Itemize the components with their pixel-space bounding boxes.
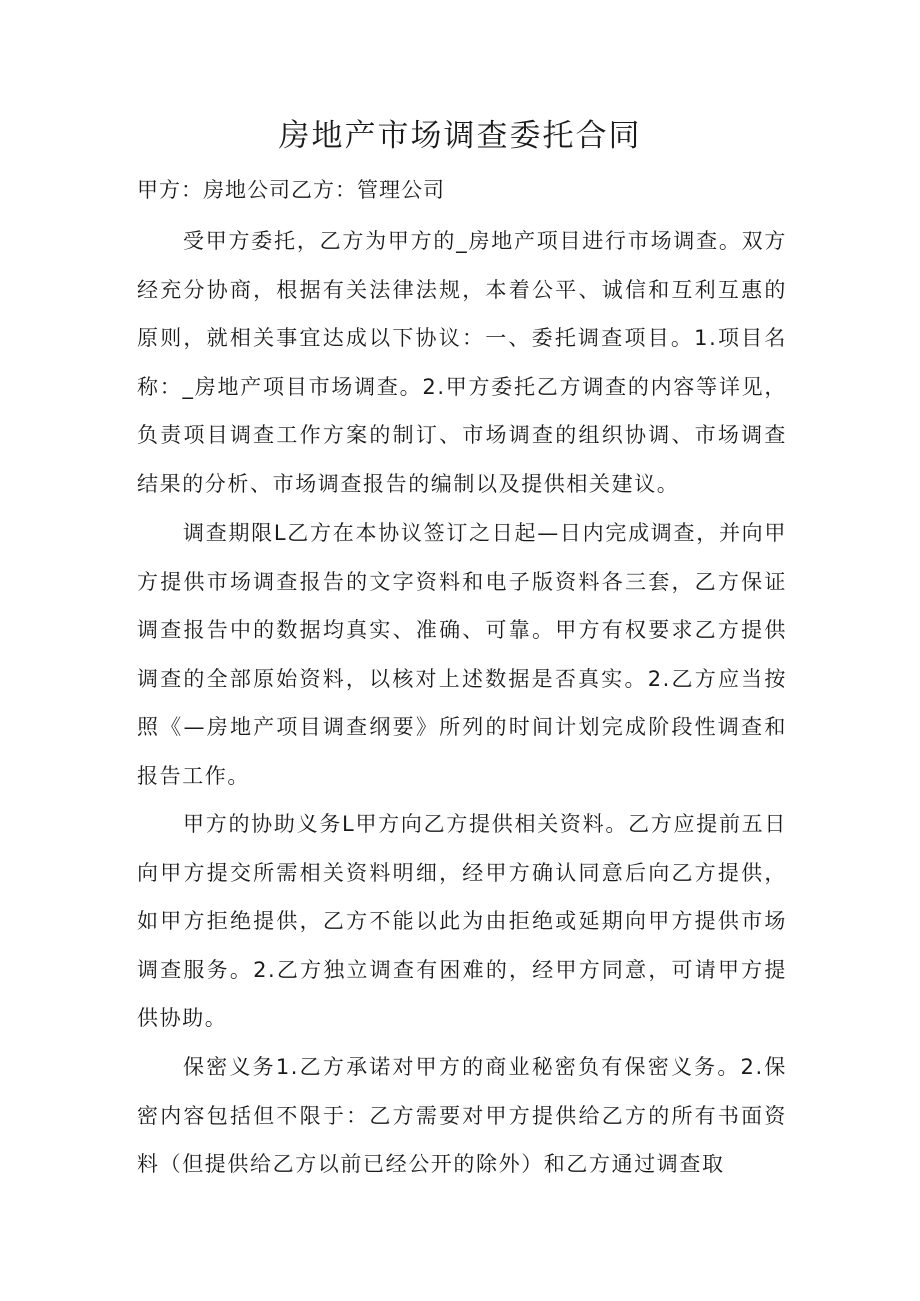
paragraph-confidentiality: 保密义务1.乙方承诺对甲方的商业秘密负有保密义务。2.保密内容包括但不限于：乙方需要对甲方提供给乙方的所有书面资料（但提供给乙方以前已经公开的除外）和乙方通过调查取	[137, 1055, 787, 1177]
paragraph-assistance-duty: 甲方的协助义务L甲方向乙方提供相关资料。乙方应提前五日向甲方提交所需相关资料明细，经甲方确认同意后向乙方提供，如甲方拒绝提供，乙方不能以此为由拒绝或延期向甲方提供市场调查服务。2.乙方独立调查有困难的，经甲方同意，可请甲方提供协助。	[137, 812, 787, 1031]
document-title: 房地产市场调查委托合同	[278, 118, 642, 154]
contract-parties: 甲方：房地公司乙方：管理公司	[137, 178, 445, 202]
paragraph-entrustment: 受甲方委托，乙方为甲方的_房地产项目进行市场调查。双方经充分协商，根据有关法律法规，本着公平、诚信和互利互惠的原则，就相关事宜达成以下协议：一、委托调查项目。1.项目名称：_房地产项目市场调查。2.甲方委托乙方调查的内容等详见，负责项目调查工作方案的制订、市场调查的组织协调、市场调查结果的分析、市场调查报告的编制以及提供相关建议。	[137, 229, 787, 496]
paragraph-survey-period: 调查期限L乙方在本协议签订之日起—日内完成调查，并向甲方提供市场调查报告的文字资料和电子版资料各三套，乙方保证调查报告中的数据均真实、准确、可靠。甲方有权要求乙方提供调查的全部原始资料，以核对上述数据是否真实。2.乙方应当按照《—房地产项目调查纲要》所列的时间计划完成阶段性调查和报告工作。	[137, 521, 787, 788]
